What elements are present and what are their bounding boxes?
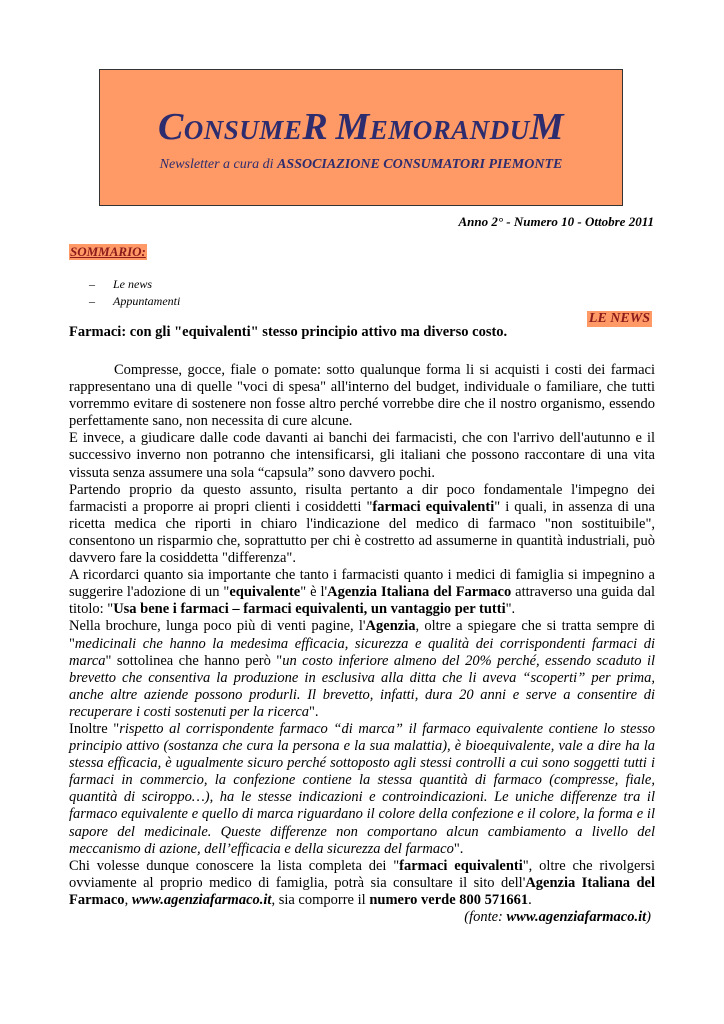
text-run: Compresse, gocce, fiale o pomate: sotto qualunque forma li si acquisti i costi dei farmaci rappresentano una di quelle "voci di spesa" all'interno del budget, individuale o familiare, che tutti vorremmo evitare di sostenere non fosse altro perché vorrebbe dire che il nostro organismo, essendo perfettamente sano, non necessita di cure alcune. (69, 362, 655, 430)
subtitle-prefix: Newsletter a cura di (159, 157, 278, 172)
title-capital-letter: M (335, 106, 370, 148)
sommario-heading: SOMMARIO: (70, 244, 146, 259)
newsletter-header (99, 69, 623, 206)
bold-text: numero verde 800 571661 (369, 891, 529, 908)
text-run: " è l' (300, 584, 328, 601)
article-paragraph (69, 567, 655, 618)
title-capital-letter: R (302, 106, 329, 148)
italic-text: rispetto al corrispondente farmaco “di marca” il farmaco equivalente contiene lo stesso principio attivo (sostanza che cura la persona e la sua malattia), è bioequivalente, vale a dire ha la stessa efficacia, è ugualmente sicuro perché sottoposto agli stessi controlli a cui sono soggetti tutti i farmaci in commercio, la confezione contiene la stessa quantità di farmaco (compresse, fiale, quantità di sciroppo…), ha le stesse indicazioni e controindicazioni. Le uniche differenze tra il farmaco equivalente e quello di marca riguardano il colore della confezione e il colore, la forma e il sapore del medicinale. Queste differenze non comportano alcun cambiamento a livello del meccanismo di azione, dell’efficacia e della sicurezza del farmaco (69, 720, 655, 857)
bullet-dash: – (89, 277, 95, 291)
title-small-caps: EMORANDU (369, 115, 530, 145)
text-run: ", oltre che rivolgersi ovviamente al proprio medico di famiglia, potrà sia consultare il sito dell' (69, 857, 655, 891)
link-text: www.agenziafarmaco.it (506, 909, 647, 925)
bullet-dash: – (89, 294, 95, 308)
text-run: E invece, a giudicare dalle code davanti ai banchi dei farmacisti, che con l'arrivo dell'autunno e il successivo inverno non potranno che intensificarsi, gli italiani che possono raccontare di una vita vissuta senza assumere una sola “capsula” sono davvero pochi. (69, 430, 655, 481)
title-capital-letter: M (529, 106, 565, 148)
article-paragraph (69, 721, 655, 858)
article-paragraph (69, 482, 655, 567)
text-run: " i quali, in assenza di una ricetta medica che riporti in chiaro l'indicazione del medico di farmaco "non sostituibile", consentono un risparmio che, soprattutto per chi è costretto ad assumerne in quantità industriali, può davvero fare la cosiddetta "differenza". (69, 498, 655, 567)
text-run: Chi volesse dunque conoscere la lista completa dei " (69, 857, 400, 874)
sommario-item[interactable] (89, 293, 180, 310)
text-run: ". (453, 840, 464, 857)
article-paragraph (69, 618, 655, 721)
article-body (69, 362, 655, 926)
bold-text: farmaci equivalenti (399, 857, 523, 874)
article-title: Farmaci: con gli "equivalenti" stesso principio attivo ma diverso costo. (69, 324, 508, 340)
text-run: ". (309, 703, 319, 720)
title-small-caps: ONSUME (183, 115, 303, 145)
sommario-item-label: Le news (113, 277, 152, 291)
newsletter-title (100, 106, 622, 148)
bold-text: farmaci equivalenti (372, 498, 495, 515)
text-run: Nella brochure, lunga poco più di venti pagine, l' (69, 618, 366, 635)
bold-text: Agenzia Italiana del Farmaco (327, 584, 512, 601)
italic-text: un costo inferiore almeno del 20% perché, essendo scaduto il brevetto che consentiva la produzione in esclusiva alla ditta che li aveva “scoperti” per prima, anche altre aziende possono produrli. Il brevetto, infatti, dura 20 anni e serve a consentire di recuperare i costi sostenuti per la ricerca (69, 652, 655, 720)
italic-text: ) (646, 909, 651, 925)
article-paragraph (69, 858, 655, 909)
text-run: , (124, 891, 132, 908)
section-label: LE NEWS (588, 311, 650, 326)
sommario-list (89, 276, 180, 310)
link-text: www.agenziafarmaco.it (131, 891, 272, 908)
article-paragraph (69, 430, 655, 481)
text-run: Partendo proprio da questo assunto, risulta pertanto a dir poco fondamentale l'impegno dei farmacisti a proporre ai propri clienti i cosiddetti " (69, 481, 655, 515)
text-run: A ricordarci quanto sia importante che tanto i farmacisti quanto i medici di famiglia si impegnino a suggerire l'adozione di un " (69, 567, 655, 601)
text-run: , oltre a spiegare che si tratta sempre di " (69, 618, 655, 652)
text-run: " sottolinea che hanno però " (105, 652, 283, 669)
italic-text: medicinali che hanno la medesima efficacia, sicurezza e qualità dei corrispondenti farmaci di marca (69, 635, 655, 669)
text-run: , sia comporre il (271, 891, 370, 908)
text-run: ". (505, 601, 516, 618)
bold-text: equivalente (229, 584, 301, 601)
italic-text: (fonte: (464, 909, 507, 925)
title-capital-letter: C (157, 106, 184, 148)
text-run: . (528, 891, 532, 908)
bold-text: Agenzia (365, 618, 416, 635)
bold-text: Usa bene i farmaci – farmaci equivalenti, un vantaggio per tutti (113, 601, 506, 618)
sommario-item-label: Appuntamenti (113, 294, 181, 308)
bold-text: Agenzia Italiana del Farmaco (69, 874, 655, 908)
sommario-item[interactable] (89, 276, 180, 293)
issue-info: Anno 2° - Numero 10 - Ottobre 2011 (458, 214, 654, 229)
text-run: attraverso una guida dal titolo: " (69, 584, 655, 618)
text-run: Inoltre " (69, 720, 120, 737)
newsletter-subtitle (100, 157, 622, 173)
article-source (69, 909, 655, 926)
article-paragraph (69, 362, 655, 430)
subtitle-organization: ASSOCIAZIONE CONSUMATORI PIEMONTE (277, 157, 563, 172)
